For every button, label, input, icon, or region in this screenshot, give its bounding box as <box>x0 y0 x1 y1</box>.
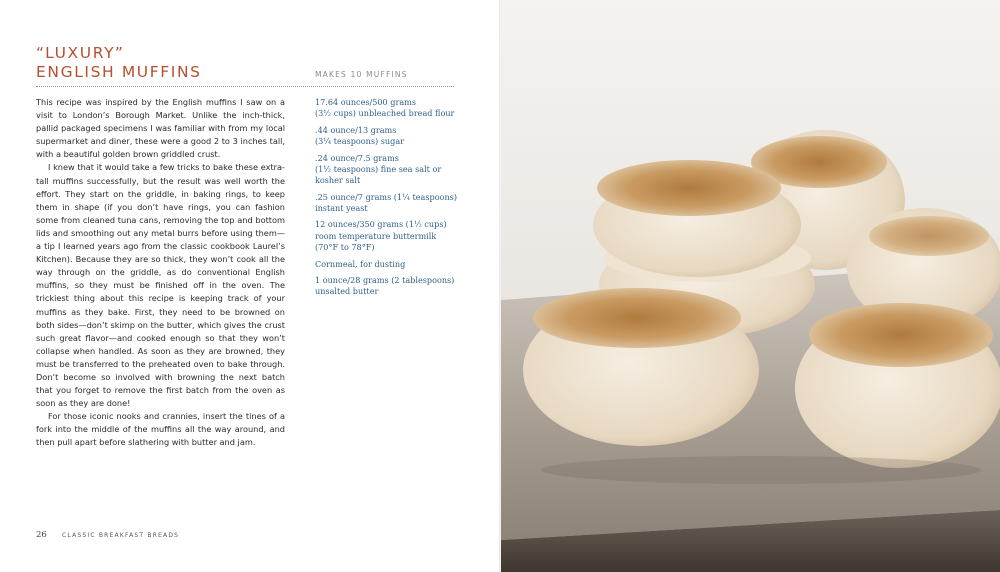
ingredient-line: room temperature buttermilk <box>315 230 437 241</box>
ingredient-line: (1½ teaspoons) fine sea salt or <box>315 163 442 174</box>
ingredient-line: 17.64 ounces/500 grams <box>315 97 416 107</box>
ingredient-line: (3¼ teaspoons) sugar <box>315 136 405 147</box>
muffin-front-right <box>795 303 1000 468</box>
ingredient-item <box>315 259 465 270</box>
ingredient-item <box>315 219 465 253</box>
running-footer-title: CLASSIC BREAKFAST BREADS <box>62 532 180 539</box>
ingredient-item <box>315 125 465 148</box>
muffin-stack-top <box>593 160 801 277</box>
ingredient-line: .44 ounce/13 grams <box>315 124 397 135</box>
yield-label: MAKES 10 MUFFINS <box>315 70 408 79</box>
recipe-title-line-1: “LUXURY” <box>36 44 125 62</box>
ingredient-line: .25 ounce/7 grams (1¼ teaspoons) <box>315 191 457 202</box>
ingredient-item <box>315 192 465 215</box>
recipe-title-line-2: ENGLISH MUFFINS <box>36 63 202 81</box>
ingredient-line: 1 ounce/28 grams (2 tablespoons) <box>315 274 455 285</box>
ingredient-item <box>315 97 465 120</box>
ingredients-list <box>315 97 465 303</box>
headnote-paragraph-1: This recipe was inspired by the English muffins I saw on a visit to London’s Borough Market. Unlike the inch-thick, pallid packaged specimens I was familiar with from my local supermarket and diner, these were a good 2 to 3 inches tall, with a beautiful golden brown griddled crust. <box>36 97 285 160</box>
dotted-divider <box>36 86 454 87</box>
ingredient-line: (3½ cups) unbleached bread flour <box>315 108 455 119</box>
headnote-paragraph-2: I knew that it would take a few tricks to bake these extra-tall muffins successfully, but the result was well worth the effort. They start on the griddle, in baking rings, to keep them in shape (if you don’t have rings, you can fashion some from cleaned tuna cans, removing the top and bottom lids and smoothing out any metal burrs before using them—a tip I learned years ago from the classic cookbook Laurel’s Kitchen). Because they are so thick, they won’t cook all the way through on the griddle, as do conventional English muffins, so they must be finished off in the oven. The trickiest thing about this recipe is keeping track of your muffins as they bake. First, they need to be browned on both sides—don’t skimp on the butter, which gives the crust such great flavor—and cooked enough so that they won’t collapse when handled. As soon as they are browned, they must be transferred to the preheated oven to bake through. Don’t become so involved with browning the next batch that you forget to remove the first batch from the oven as soon as they are done! <box>36 162 285 409</box>
ingredient-item <box>315 275 465 298</box>
muffin-photo-illustration <box>501 0 1000 572</box>
headnote <box>36 96 285 450</box>
recipe-title <box>36 44 202 82</box>
headnote-paragraph-3: For those iconic nooks and crannies, insert the tines of a fork into the middle of the muffins all the way around, and then pull apart before slathering with butter and jam. <box>36 411 285 448</box>
ingredient-line: kosher salt <box>315 175 361 186</box>
ingredient-line: (70°F to 78°F) <box>315 242 375 253</box>
ingredient-line: Cornmeal, for dusting <box>315 258 406 269</box>
ingredient-line: instant yeast <box>315 202 368 213</box>
muffin-shadow <box>541 456 981 484</box>
ingredient-line: .24 ounce/7.5 grams <box>315 152 399 163</box>
ingredient-line: 12 ounces/350 grams (1½ cups) <box>315 219 447 230</box>
muffin-front-left <box>523 288 759 446</box>
page-number: 26 <box>36 530 47 540</box>
ingredient-item <box>315 153 465 187</box>
muffin-photo <box>501 0 1000 572</box>
ingredient-line: unsalted butter <box>315 286 379 297</box>
